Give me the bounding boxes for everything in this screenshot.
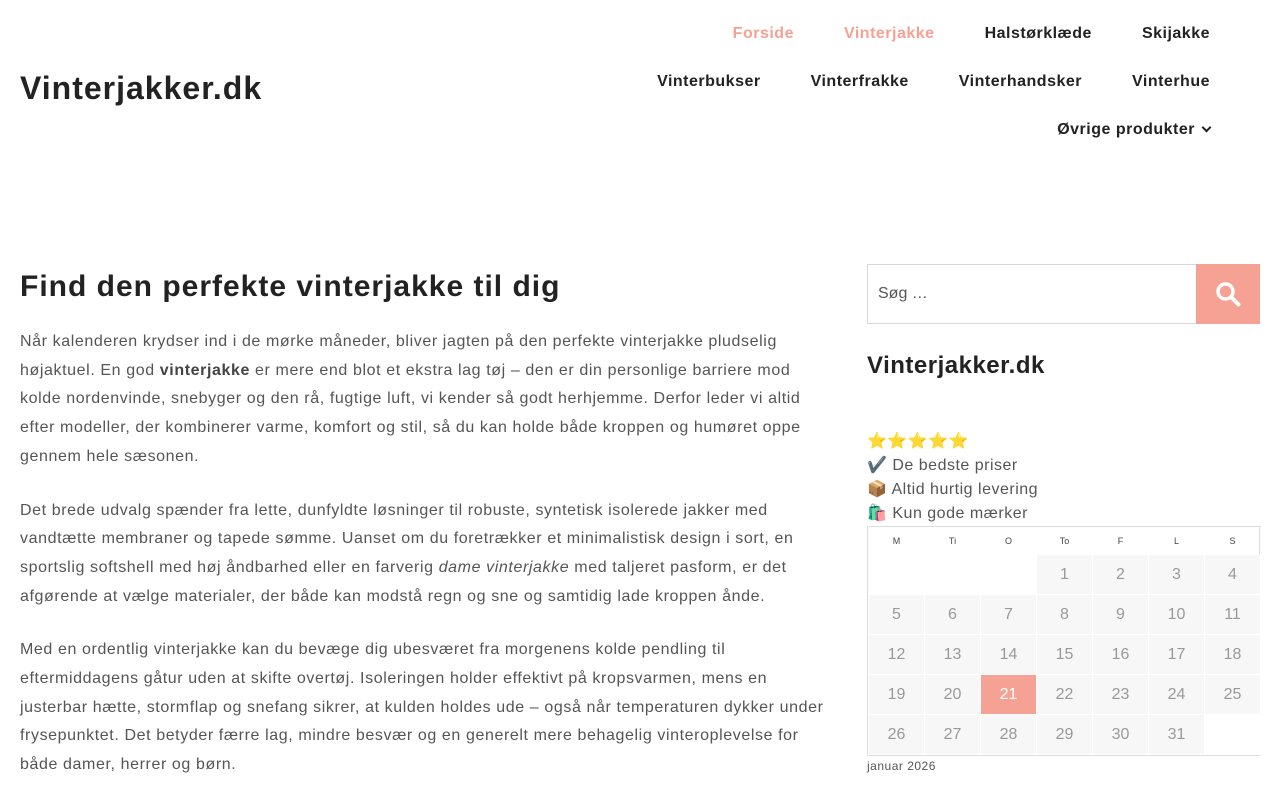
search-form xyxy=(867,264,1260,324)
nav-row-1 xyxy=(570,10,1210,58)
rating-stars: ⭐⭐⭐⭐⭐ xyxy=(867,433,970,450)
p1-text-c: er mere end blot et ekstra lag tøj – den er din personlige barriere mod kolde nordenvinde, snebyger og den rå, fugtige luft, vi kender så godt herhjemme. Derfor leder vi altid efter modeller, der kombinerer varme, komfort og stil, så du kan holde både kroppen og humøret oppe gennem hele sæsonen. xyxy=(20,361,801,465)
calendar-day-cell: 18 xyxy=(1205,635,1261,675)
calendar-empty-cell xyxy=(869,555,925,595)
nav-row-2 xyxy=(570,58,1210,106)
p2-text-a: Det brede udvalg spænder fra lette, dunfyldte løsninger til robuste, syntetisk isolerede jakker med vandtætte membraner og tapede sømme. Uanset om du foretrækker et minimalistisk design i sort, en sportslig softshell med høj åndbarhed eller en farverig xyxy=(20,501,794,576)
calendar-caption: januar 2026 xyxy=(867,759,936,773)
calendar-empty-cell xyxy=(925,555,981,595)
sidebar xyxy=(867,264,1260,773)
calendar-day-cell: 13 xyxy=(925,635,981,675)
calendar-day-cell: 30 xyxy=(1093,715,1149,755)
nav-item-ovrige-produkter[interactable] xyxy=(1057,121,1210,139)
calendar-day-cell: 17 xyxy=(1149,635,1205,675)
calendar-day-cell: 3 xyxy=(1149,555,1205,595)
calendar-day-cell: 16 xyxy=(1093,635,1149,675)
weekday-header: O xyxy=(981,527,1037,555)
calendar-day-cell: 1 xyxy=(1037,555,1093,595)
search-icon xyxy=(1215,281,1241,307)
calendar-week-row xyxy=(869,675,1261,715)
p2-italic: dame vinterjakke xyxy=(438,558,570,576)
calendar-day-cell: 9 xyxy=(1093,595,1149,635)
nav-item-vinterhandsker[interactable]: Vinterhandsker xyxy=(958,73,1082,90)
calendar-day-cell: 24 xyxy=(1149,675,1205,715)
calendar-body xyxy=(869,555,1261,755)
calendar-day-cell: 5 xyxy=(869,595,925,635)
calendar-day-cell: 22 xyxy=(1037,675,1093,715)
feature-list xyxy=(867,430,1260,526)
calendar-day-cell: 11 xyxy=(1205,595,1261,635)
calendar-week-row xyxy=(869,635,1261,675)
calendar-day-cell: 15 xyxy=(1037,635,1093,675)
chevron-down-icon xyxy=(1202,123,1212,133)
widget-title: Vinterjakker.dk xyxy=(867,352,1045,379)
paragraph-3: Med en ordentlig vinterjakke kan du bevæge dig ubesværet fra morgenens kolde pendling til eftermiddagens gåtur uden at skifte overtøj. Isoleringen holder effektivt på kropsvarmen, mens en justerbar hætte, stormflap og snefang sikrer, at kulden holdes ude – også når temperaturen dykker under frysepunktet. Det betyder færre lag, mindre besvær og en generelt mere behagelig vinteroplevelse for både damer, herrer og børn. xyxy=(20,641,824,774)
calendar-day-cell: 19 xyxy=(869,675,925,715)
search-button[interactable] xyxy=(1196,264,1260,324)
calendar-day-cell: 2 xyxy=(1093,555,1149,595)
calendar-empty-cell xyxy=(1205,715,1261,755)
p1-bold: vinterjakke xyxy=(159,361,250,379)
weekday-header: L xyxy=(1149,527,1205,555)
paragraph-2 xyxy=(20,497,830,612)
calendar-day-cell: 4 xyxy=(1205,555,1261,595)
feature-item: 🛍️ Kun gode mærker xyxy=(867,505,1028,522)
site-title[interactable]: Vinterjakker.dk xyxy=(20,70,263,106)
main-content xyxy=(20,270,830,800)
nav-item-vinterbukser[interactable]: Vinterbukser xyxy=(657,73,761,90)
search-input[interactable] xyxy=(867,264,1196,324)
calendar-day-cell: 28 xyxy=(981,715,1037,755)
calendar-week-row xyxy=(869,715,1261,755)
calendar-week-row xyxy=(869,555,1261,595)
weekday-header: M xyxy=(869,527,925,555)
calendar-day-cell: 12 xyxy=(869,635,925,675)
p1-text-a: Når kalenderen krydser ind i de mørke måneder, bliver jagten på den perfekte vinterjakke pludselig højaktuel. En god xyxy=(20,333,777,379)
nav-item-vinterjakke[interactable]: Vinterjakke xyxy=(843,25,935,42)
nav-item-forside[interactable]: Forside xyxy=(732,25,794,42)
calendar-day-cell: 6 xyxy=(925,595,981,635)
weekday-header: F xyxy=(1093,527,1149,555)
calendar-widget xyxy=(867,526,1260,756)
calendar-day-cell: 14 xyxy=(981,635,1037,675)
calendar-day-cell: 23 xyxy=(1093,675,1149,715)
p2-text-c: med taljeret pasform, er det afgørende at vælge materialer, der både kan modstå regn og sne og samtidig lade kroppen ånde. xyxy=(20,558,787,605)
calendar-day-cell: 10 xyxy=(1149,595,1205,635)
feature-item: ✔️ De bedste priser xyxy=(867,457,1018,474)
calendar-day-cell: 20 xyxy=(925,675,981,715)
nav-item-ovrige-label: Øvrige produkter xyxy=(1057,121,1195,138)
calendar-day-cell: 31 xyxy=(1149,715,1205,755)
calendar-week-row xyxy=(869,595,1261,635)
weekday-header: S xyxy=(1205,527,1261,555)
nav-item-skijakke[interactable]: Skijakke xyxy=(1141,25,1210,42)
calendar-empty-cell xyxy=(981,555,1037,595)
calendar-day-cell: 25 xyxy=(1205,675,1261,715)
weekday-header: Ti xyxy=(925,527,981,555)
calendar-day-cell: 8 xyxy=(1037,595,1093,635)
calendar-day-cell: 29 xyxy=(1037,715,1093,755)
page-title: Find den perfekte vinterjakke til dig xyxy=(20,270,561,303)
calendar-today-cell: 21 xyxy=(981,675,1037,715)
calendar-weekday-row xyxy=(869,527,1261,555)
paragraph-1 xyxy=(20,328,830,472)
nav-item-vinterhue[interactable]: Vinterhue xyxy=(1132,73,1210,90)
weekday-header: To xyxy=(1037,527,1093,555)
calendar-day-cell: 26 xyxy=(869,715,925,755)
nav-row-3 xyxy=(570,106,1210,154)
feature-item: 📦 Altid hurtig levering xyxy=(867,481,1039,498)
calendar-table xyxy=(868,526,1261,755)
nav-item-vinterfrakke[interactable]: Vinterfrakke xyxy=(810,73,909,90)
calendar-day-cell: 27 xyxy=(925,715,981,755)
nav-item-halstorklaede[interactable]: Halstørklæde xyxy=(984,25,1092,42)
main-navigation xyxy=(570,10,1210,154)
calendar-day-cell: 7 xyxy=(981,595,1037,635)
